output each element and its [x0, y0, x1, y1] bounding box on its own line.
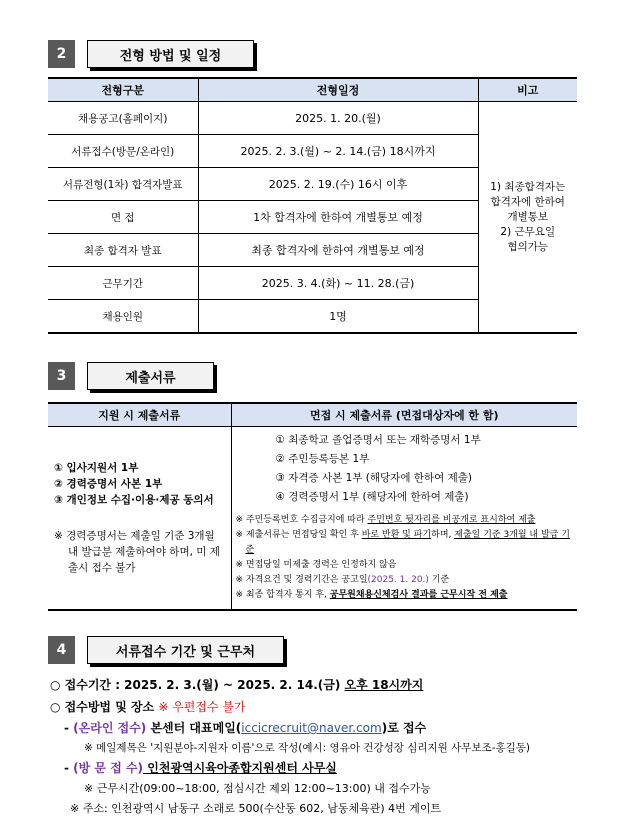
section-title: 전형 방법 및 일정	[87, 40, 254, 68]
row-schedule: 1차 합격자에 한하여 개별통보 예정	[198, 201, 478, 234]
interview-docs-cell	[231, 427, 577, 611]
note-return-docs: ※ 제출서류는 면접당일 확인 후 바로 반환 및 파기하며, 제출일 기준 3개월 내 발급 기준	[235, 530, 570, 555]
note-qualification-date: ※ 자격요건 및 경력기간은 공고일(2025. 1. 20.) 기준	[235, 575, 450, 585]
interview-doc-item: ④ 경력증명서 1부 (해당자에 한하여 제출)	[275, 491, 469, 503]
note-cell	[478, 102, 577, 334]
header-category: 전형구분	[48, 78, 198, 102]
section-3-header	[48, 362, 214, 390]
note-line: 협의가능	[507, 240, 549, 253]
header-interview-docs: 면접 시 제출서류 (면접대상자에 한 함)	[231, 403, 577, 427]
apply-doc-item: ③ 개인정보 수집·이용·제공 동의서	[54, 494, 214, 506]
interview-doc-item: ① 최종학교 졸업증명서 또는 재학증명서 1부	[275, 434, 481, 446]
section-2-header	[48, 40, 254, 68]
header-apply-docs: 지원 시 제출서류	[48, 403, 231, 427]
address: ※ 주소: 인천광역시 남동구 소래로 500(수산동 602, 남동체육관) 4번 게이트	[70, 802, 442, 815]
section-title: 제출서류	[87, 362, 214, 390]
apply-docs-cell	[48, 427, 231, 611]
application-method: ○ 접수방법 및 장소 ※ 우편접수 불가	[50, 700, 246, 714]
online-note: ※ 메일제목은 '지원분야-지원자 이름'으로 작성(예시: 영유아 건강성장 심리지원 사무보조-홍길동)	[84, 742, 531, 754]
note-resident-number: ※ 주민등록번호 수집금지에 따라 주민번호 뒷자리를 비공개로 표시하여 제출	[235, 515, 536, 525]
apply-doc-item: ② 경력증명서 사본 1부	[54, 478, 163, 490]
documents-table	[48, 402, 577, 611]
row-schedule: 최종 합격자에 한하여 개별통보 예정	[198, 234, 478, 267]
row-label: 최종 합격자 발표	[48, 234, 198, 267]
interview-doc-item: ② 주민등록등본 1부	[275, 453, 370, 465]
row-schedule: 2025. 1. 20.(월)	[198, 102, 478, 135]
section-4-header	[48, 636, 284, 664]
row-label: 서류접수(방문/온라인)	[48, 135, 198, 168]
application-period: ○ 접수기간 : 2025. 2. 3.(월) ~ 2025. 2. 14.(금) 오후 18시까지	[50, 678, 424, 692]
row-schedule: 2025. 2. 19.(수) 16시 이후	[198, 168, 478, 201]
row-label: 서류전형(1차) 합격자발표	[48, 168, 198, 201]
section-number: 2	[48, 40, 75, 68]
row-schedule: 1명	[198, 300, 478, 334]
note-health-check: ※ 최종 합격자 통지 후, 공무원채용신체검사 결과를 근무시작 전 제출	[235, 590, 508, 600]
visit-hours: ※ 근무시간(09:00~18:00, 점심시간 제외 12:00~13:00) 내 접수가능	[84, 782, 431, 795]
interview-doc-item: ③ 자격증 사본 1부 (해당자에 한하여 제출)	[275, 472, 472, 484]
apply-doc-item: ① 입사지원서 1부	[54, 462, 139, 474]
note-line: 개별통보	[507, 210, 549, 223]
apply-note: ※ 경력증명서는 제출일 기준 3개월 내 발급분 제출하여야 하며, 미 제출시 접수 불가	[54, 530, 220, 574]
header-note: 비고	[478, 78, 577, 102]
row-label: 근무기간	[48, 267, 198, 300]
section-number: 4	[48, 636, 75, 664]
schedule-table	[48, 77, 577, 334]
note-line: 2) 근무요일	[500, 225, 556, 238]
section-number: 3	[48, 362, 75, 390]
note-line: 합격자에 한하여	[490, 195, 565, 208]
note-line: 1) 최종합격자는	[490, 180, 566, 193]
table-row	[48, 102, 577, 135]
visit-application: - (방 문 접 수) 인천광역시육아종합지원센터 사무실	[64, 761, 337, 775]
row-label: 채용인원	[48, 300, 198, 334]
row-label: 채용공고(홈페이지)	[48, 102, 198, 135]
header-schedule: 전형일정	[198, 78, 478, 102]
note-unsubmitted-career: ※ 면접당일 미제출 경력은 인정하지 않음	[235, 560, 397, 570]
email-link[interactable]: iccicrecruit@naver.com	[241, 721, 382, 735]
row-schedule: 2025. 2. 3.(월) ~ 2. 14.(금) 18시까지	[198, 135, 478, 168]
online-application: - (온라인 접수) 본센터 대표메일(iccicrecruit@naver.com)로 접수	[64, 721, 427, 735]
section-title: 서류접수 기간 및 근무처	[87, 636, 284, 664]
row-label: 면 접	[48, 201, 198, 234]
row-schedule: 2025. 3. 4.(화) ~ 11. 28.(금)	[198, 267, 478, 300]
